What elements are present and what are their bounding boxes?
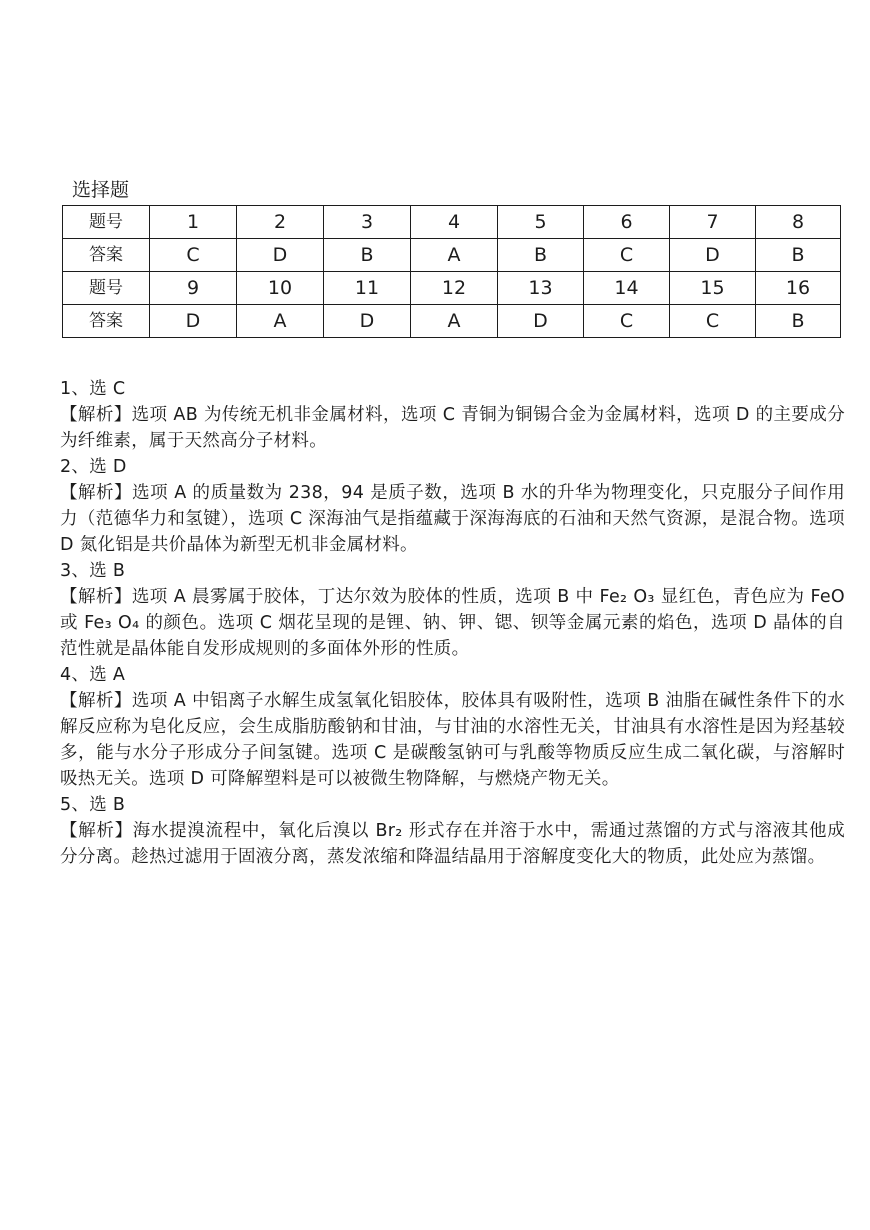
question-heading: 5、选 B [60,795,126,815]
table-cell: A [411,239,498,272]
table-cell: B [498,239,584,272]
table-cell: 13 [498,272,584,305]
table-row-answers-1 [63,239,841,272]
table-cell: D [324,305,411,338]
table-cell: B [324,239,411,272]
table-cell: 14 [584,272,670,305]
table-cell: C [584,239,670,272]
question-explanation: 【解析】选项 A 的质量数为 238，94 是质子数，选项 B 水的升华为物理变化，只克服分子间作用力（范德华力和氢键），选项 C 深海油气是指蕴藏于深海海底的石油和天然气资源，是混合物。选项 D 氮化铝是共价晶体为新型无机非金属材料。 [60,483,845,555]
question-explanation: 【解析】选项 AB 为传统无机非金属材料，选项 C 青铜为铜锡合金为金属材料，选项 D 的主要成分为纤维素，属于天然高分子材料。 [60,405,845,451]
table-row-numbers-2 [63,272,841,305]
question-heading: 1、选 C [60,379,126,399]
table-cell: 10 [237,272,324,305]
question-explanation: 【解析】选项 A 中铝离子水解生成氢氧化铝胶体，胶体具有吸附性，选项 B 油脂在碱性条件下的水解反应称为皂化反应，会生成脂肪酸钠和甘油，与甘油的水溶性无关，甘油具有水溶性是因为羟基较多，能与水分子形成分子间氢键。选项 C 是碳酸氢钠可与乳酸等物质反应生成二氧化碳，与溶解时吸热无关。选项 D 可降解塑料是可以被微生物降解，与燃烧产物无关。 [60,691,845,789]
table-cell: C [584,305,670,338]
table-cell: 1 [150,206,237,239]
table-cell: C [150,239,237,272]
table-cell: D [237,239,324,272]
table-cell: 15 [670,272,756,305]
table-cell: 11 [324,272,411,305]
table-cell: 8 [756,206,841,239]
table-cell: D [498,305,584,338]
table-cell: A [237,305,324,338]
table-cell: 5 [498,206,584,239]
section-title: 选择题 [72,179,130,201]
table-cell: 3 [324,206,411,239]
table-cell: 7 [670,206,756,239]
table-cell: 9 [150,272,237,305]
table-cell: 6 [584,206,670,239]
answer-table [62,205,841,338]
question-heading: 3、选 B [60,561,126,581]
row-header: 答案 [63,305,150,338]
table-cell: 16 [756,272,841,305]
table-cell: B [756,305,841,338]
question-heading: 2、选 D [60,457,127,477]
row-header: 题号 [63,206,150,239]
row-header: 题号 [63,272,150,305]
table-cell: A [411,305,498,338]
table-cell: 4 [411,206,498,239]
table-cell: 2 [237,206,324,239]
row-header: 答案 [63,239,150,272]
table-cell: B [756,239,841,272]
table-cell: 12 [411,272,498,305]
table-row-numbers-1 [63,206,841,239]
question-explanation: 【解析】选项 A 晨雾属于胶体，丁达尔效为胶体的性质，选项 B 中 Fe₂ O₃ 显红色，青色应为 FeO 或 Fe₃ O₄ 的颜色。选项 C 烟花呈现的是锂、钠、钾、锶、钡等金属元素的焰色，选项 D 晶体的自范性就是晶体能自发形成规则的多面体外形的性质。 [60,587,845,659]
table-cell: C [670,305,756,338]
question-heading: 4、选 A [60,665,126,685]
question-explanation: 【解析】海水提溴流程中，氧化后溴以 Br₂ 形式存在并溶于水中，需通过蒸馏的方式与溶液其他成分分离。趁热过滤用于固液分离，蒸发浓缩和降温结晶用于溶解度变化大的物质，此处应为蒸馏。 [60,821,845,867]
table-cell: D [670,239,756,272]
table-row-answers-2 [63,305,841,338]
answer-analysis [60,376,845,870]
table-cell: D [150,305,237,338]
